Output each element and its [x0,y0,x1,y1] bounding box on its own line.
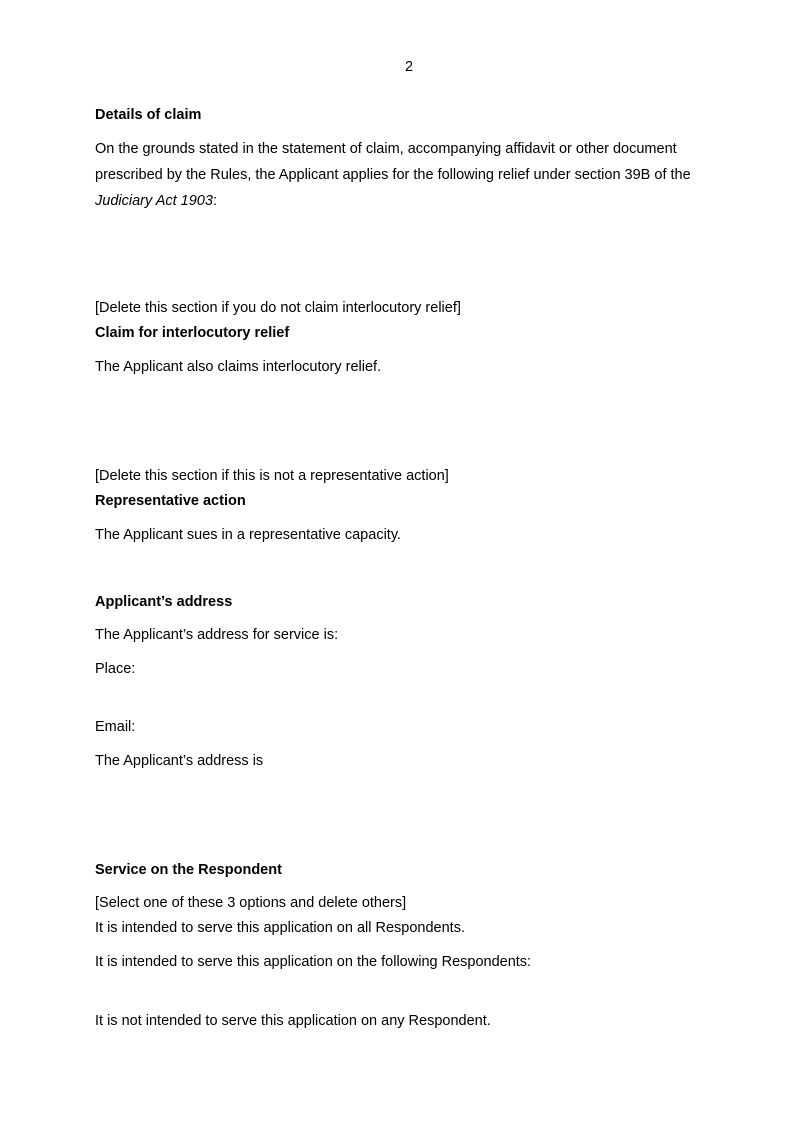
interlocutory-note: [Delete this section if you do not claim interlocutory relief] [95,300,461,316]
details-of-claim-heading: Details of claim [95,107,202,123]
place-label: Place: [95,661,136,677]
act-name: Judiciary Act 1903 [95,193,213,209]
act-suffix: : [212,193,217,209]
details-of-claim-line-1: On the grounds stated in the statement of claim, accompanying affidavit or other document [95,141,677,157]
service-option-following: It is intended to serve this application on the following Respondents: [95,954,532,970]
service-note: [Select one of these 3 options and delete others] [95,895,407,911]
details-of-claim-paragraph [95,136,715,214]
applicant-address-intro: The Applicant’s address is [95,753,264,769]
details-of-claim-line-2: prescribed by the Rules, the Applicant applies for the following relief under section 39B of the [95,167,691,183]
service-option-none: It is not intended to serve this application on any Respondent. [95,1013,491,1029]
service-heading: Service on the Respondent [95,862,282,878]
interlocutory-text: The Applicant also claims interlocutory relief. [95,359,382,375]
page-number: 2 [404,59,414,75]
service-option-all: It is intended to serve this application on all Respondents. [95,920,465,936]
service-address-intro: The Applicant’s address for service is: [95,627,339,643]
representative-note: [Delete this section if this is not a representative action] [95,468,449,484]
applicant-address-heading: Applicant’s address [95,594,233,610]
interlocutory-heading: Claim for interlocutory relief [95,325,290,341]
representative-heading: Representative action [95,493,246,509]
details-of-claim-line-3 [95,188,715,214]
email-label: Email: [95,719,136,735]
representative-text: The Applicant sues in a representative capacity. [95,527,402,543]
